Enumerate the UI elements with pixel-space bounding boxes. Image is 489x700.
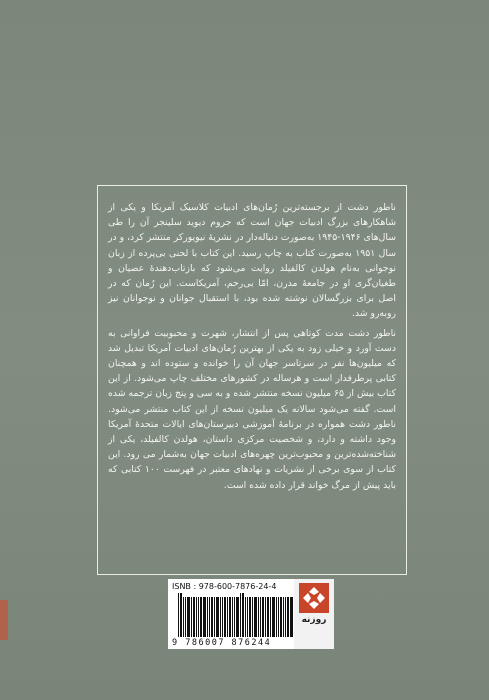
- spine-edge-strip: [0, 600, 8, 640]
- barcode-bar: [207, 597, 208, 637]
- barcode-bar: [270, 597, 271, 637]
- barcode-bar: [196, 597, 197, 637]
- barcode-bar: [240, 593, 241, 637]
- barcode-bar: [267, 597, 269, 637]
- barcode-bar: [180, 593, 182, 637]
- barcode-bar: [272, 597, 275, 637]
- barcode-bar: [187, 597, 190, 637]
- barcode-bar: [229, 597, 231, 637]
- barcode-bar: [198, 597, 199, 637]
- barcode-bar: [234, 597, 235, 637]
- description-paragraph-1: ناطور دشت از برجسته‌ترین رُمان‌های ادبیات کلاسیک آمریکا و یکی از شاهکارهای بزرگ ادبیات جهان است که جروم دیوید سلینجر آن را طی سال‌های ۱۹۴۶-۱۹۴۵ به‌صورت دنباله‌دار در نشریهٔ نیویورکر منتشر کرد، و در سال ۱۹۵۱ به‌صورت کتاب به چاپ رسید. این کتاب با لحنی بی‌پرده از زبان نوجوانی به‌نام هولدن کالفیلد روایت می‌شود که بازتاب‌دهندهٔ عصیان و طغیان‌گری او در جامعهٔ مدرن، امّا بی‌رحم، آمریکاست. این رُمان که در اصل برای بزرگسالان نوشته شده بود، با استقبال جوانان و نوجوانان نیز روبه‌رو شد.: [108, 202, 396, 320]
- barcode-bar: [200, 597, 202, 637]
- barcode-bar: [185, 597, 186, 637]
- barcode-bar: [252, 597, 253, 637]
- publisher-logo: [294, 579, 334, 649]
- barcode-bar: [285, 597, 286, 637]
- barcode-bar: [242, 593, 244, 637]
- barcode-bar: [276, 597, 277, 637]
- barcode-bar: [290, 597, 293, 637]
- isbn-label: ISNB : 978-600-7876-24-4: [172, 582, 277, 591]
- barcode-bar: [227, 597, 228, 637]
- barcode-bar: [262, 597, 264, 637]
- barcode-bar: [265, 597, 266, 637]
- barcode-bar: [178, 593, 179, 637]
- barcode-bar: [209, 597, 210, 637]
- barcode-bar: [193, 597, 195, 637]
- publisher-name: روزنه: [301, 615, 327, 625]
- barcode-bar: [260, 597, 261, 637]
- barcode-bar: [258, 597, 259, 637]
- barcode-bar: [216, 597, 219, 637]
- barcode-bar: [203, 597, 206, 637]
- barcode-bar: [249, 597, 251, 637]
- barcode-bar: [283, 597, 284, 637]
- barcode-bar: [191, 597, 192, 637]
- description-paragraph-2: ناطور دشت مدت کوتاهی پس از انتشار، شهرت و محبوبیت فراوانی به دست آورد و خیلی زود به یکی از بهترین رُمان‌های ادبیات آمریکا تبدیل شد که میلیون‌ها نفر در سرتاسر جهان آن را خوانده و ستوده اند و همچنان کتابی پرطرفدار است و هرساله در کشورهای مختلف چاپ می‌شود. از این کتاب بیش از ۶۵ میلیون نسخه منتشر شده و به سی و پنج زبان ترجمه شده است. گفته می‌شود سالانه یک میلیون نسخه از این کتاب منتشر می‌شود. ناطور دشت همواره در برنامهٔ آموزشی دبیرستان‌های ایالات متحدهٔ آمریکا وجود داشته و دارد، و شخصیت مرکزی داستان، هولدن کالفیلد، یکی از شناخته‌شده‌ترین و محبوب‌ترین چهره‌های ادبیات جهان به‌شمار می رود. این کتاب از سوی برخی از نشریات و نهادهای معتبر در فهرست ۱۰۰ کتابی که باید پیش از مرگ خواند قرار داده شده است.: [108, 327, 396, 491]
- barcode-bar: [224, 597, 226, 637]
- barcode-bar: [220, 597, 221, 637]
- barcode-bar: [236, 597, 239, 637]
- barcode-bar: [222, 597, 223, 637]
- barcode-bar: [280, 597, 282, 637]
- barcode-bar: [245, 597, 246, 637]
- barcode-number: 9 786007 876244: [172, 638, 272, 648]
- barcode-bar: [214, 597, 215, 637]
- barcode-bar: [287, 597, 289, 637]
- barcode-bar: [232, 597, 233, 637]
- description-frame: [97, 185, 407, 575]
- aperture-logo-icon: [299, 583, 329, 613]
- barcode-bar: [278, 597, 279, 637]
- barcode-bar: [183, 597, 184, 637]
- barcode-bar: [211, 597, 213, 637]
- barcode-bar: [254, 597, 257, 637]
- barcode-bar: [247, 597, 248, 637]
